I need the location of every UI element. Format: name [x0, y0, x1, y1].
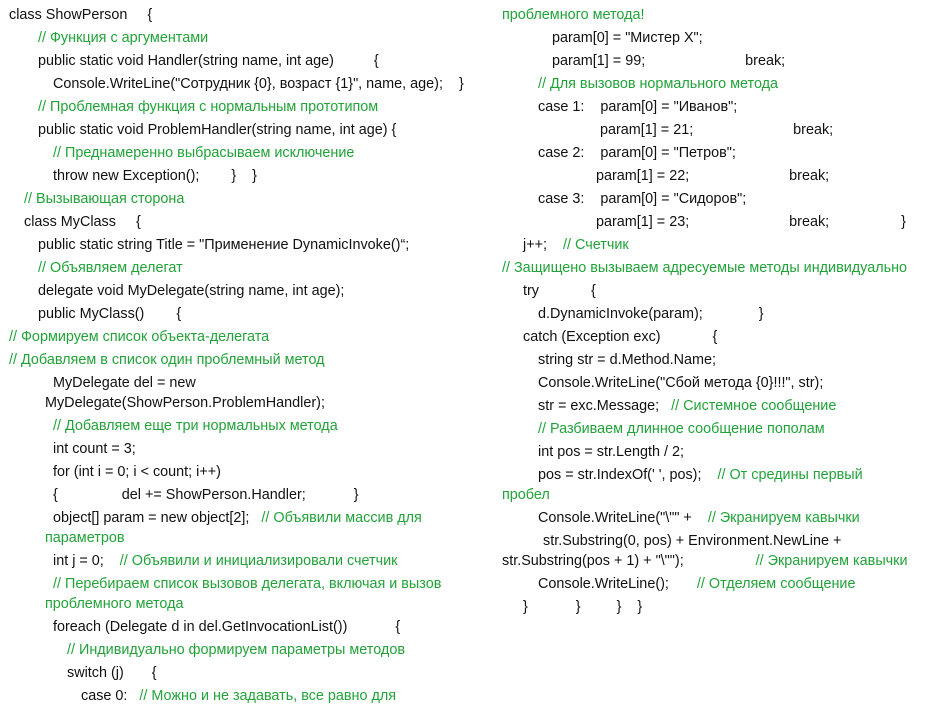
code-segment: case 0: [81, 688, 140, 704]
code-segment: object[] param = new object[2]; [53, 510, 262, 526]
code-line: for (int i = 0; i < count; i++) [53, 464, 221, 480]
code-line: case 1: param[0] = "Иванов"; [538, 99, 738, 115]
code-line: public static void ProblemHandler(string name, int age) { [38, 122, 397, 138]
code-comment-line: // Защищено вызываем адресуемые методы индивидуально [502, 260, 908, 276]
code-line: MyDelegate del = new [53, 375, 196, 391]
code-line: public static void Handler(string name, int age) { [38, 53, 379, 69]
code-line: int pos = str.Length / 2; [538, 444, 684, 460]
code-line: string str = d.Method.Name; [538, 352, 716, 368]
code-line: try { [523, 283, 596, 299]
code-line: case 2: param[0] = "Петров"; [538, 145, 736, 161]
code-segment: str.Substring(pos + 1) + "\""); [502, 553, 756, 569]
code-line: str.Substring(0, pos) + Environment.NewLine + [543, 533, 842, 549]
code-comment-line: // Индивидуально формируем параметры методов [67, 642, 405, 658]
code-line: param[1] = 22; break; [596, 168, 830, 184]
code-comment-line: // Объявляем делегат [38, 260, 183, 276]
code-line: public static string Title = "Применение DynamicInvoke()“; [38, 237, 410, 253]
code-line: case 3: param[0] = "Сидоров"; [538, 191, 747, 207]
code-line: public MyClass() { [38, 306, 182, 322]
code-line: Console.WriteLine("Сбой метода {0}!!!", str); [538, 375, 824, 391]
code-line: MyDelegate(ShowPerson.ProblemHandler); [45, 395, 325, 411]
inline-comment: // Экранируем кавычки [755, 553, 908, 569]
code-line: class ShowPerson { [9, 7, 153, 23]
code-comment-line: параметров [45, 530, 125, 546]
code-comment-line: // Для вызовов нормального метода [538, 76, 779, 92]
code-line-with-comment [81, 688, 396, 705]
code-segment: Console.WriteLine(); [538, 576, 697, 592]
code-comment-line: // Добавляем в список один проблемный метод [9, 352, 325, 368]
code-segment: int j = 0; [53, 553, 120, 569]
code-comment-line: пробел [502, 487, 550, 503]
code-line-with-comment [538, 398, 836, 415]
code-line: Console.WriteLine("Сотрудник {0}, возраст {1}", name, age); } [53, 76, 464, 92]
code-line: param[1] = 23; break; } [596, 214, 906, 230]
code-comment-line: // Вызывающая сторона [24, 191, 185, 207]
code-segment: Console.WriteLine("\"" + [538, 510, 708, 526]
code-line-with-comment [538, 576, 855, 593]
inline-comment: // Отделяем сообщение [696, 576, 856, 592]
code-segment: pos = str.IndexOf(' ', pos); [538, 467, 718, 483]
code-comment-line: // Проблемная функция с нормальным прототипом [38, 99, 379, 115]
inline-comment: // Экранируем кавычки [707, 510, 860, 526]
code-comment-line: // Перебираем список вызовов делегата, включая и вызов [53, 576, 442, 592]
inline-comment: // Объявили и инициализировали счетчик [119, 553, 398, 569]
code-line-with-comment [523, 237, 629, 254]
code-line: param[1] = 21; break; [600, 122, 834, 138]
code-comment-line: проблемного метода [45, 596, 184, 612]
code-line: d.DynamicInvoke(param); } [538, 306, 764, 322]
code-segment: j++; [523, 237, 563, 253]
code-line: catch (Exception exc) { [523, 329, 718, 345]
code-line-with-comment [502, 553, 908, 570]
code-line: int count = 3; [53, 441, 136, 457]
code-line: switch (j) { [67, 665, 157, 681]
code-line: param[1] = 99; break; [552, 53, 786, 69]
code-line: param[0] = "Мистер X"; [552, 30, 703, 46]
code-line: throw new Exception(); } } [53, 168, 257, 184]
code-segment: str = exc.Message; [538, 398, 672, 414]
code-line: foreach (Delegate d in del.GetInvocationList()) { [53, 619, 401, 635]
inline-comment: // От средины первый [717, 467, 863, 483]
code-comment-line: // Разбиваем длинное сообщение пополам [538, 421, 825, 437]
code-line-with-comment [538, 467, 863, 484]
code-line: { del += ShowPerson.Handler; } [53, 487, 359, 503]
code-comment-line: // Преднамеренно выбрасываем исключение [53, 145, 355, 161]
code-line-with-comment [538, 510, 860, 527]
code-comment-line: проблемного метода! [502, 7, 645, 23]
code-comment-line: // Добавляем еще три нормальных метода [53, 418, 338, 434]
inline-comment: // Счетчик [563, 237, 629, 253]
code-line: class MyClass { [24, 214, 141, 230]
inline-comment: // Системное сообщение [671, 398, 837, 414]
code-comment-line: // Формируем список объекта-делегата [9, 329, 270, 345]
code-line-with-comment [53, 553, 397, 570]
inline-comment: // Можно и не задавать, все равно для [139, 688, 397, 704]
code-comment-line: // Функция с аргументами [38, 30, 209, 46]
inline-comment: // Объявили массив для [261, 510, 422, 526]
code-line: delegate void MyDelegate(string name, int age); [38, 283, 345, 299]
code-line: } } } } [523, 599, 643, 615]
code-line-with-comment [53, 510, 422, 527]
